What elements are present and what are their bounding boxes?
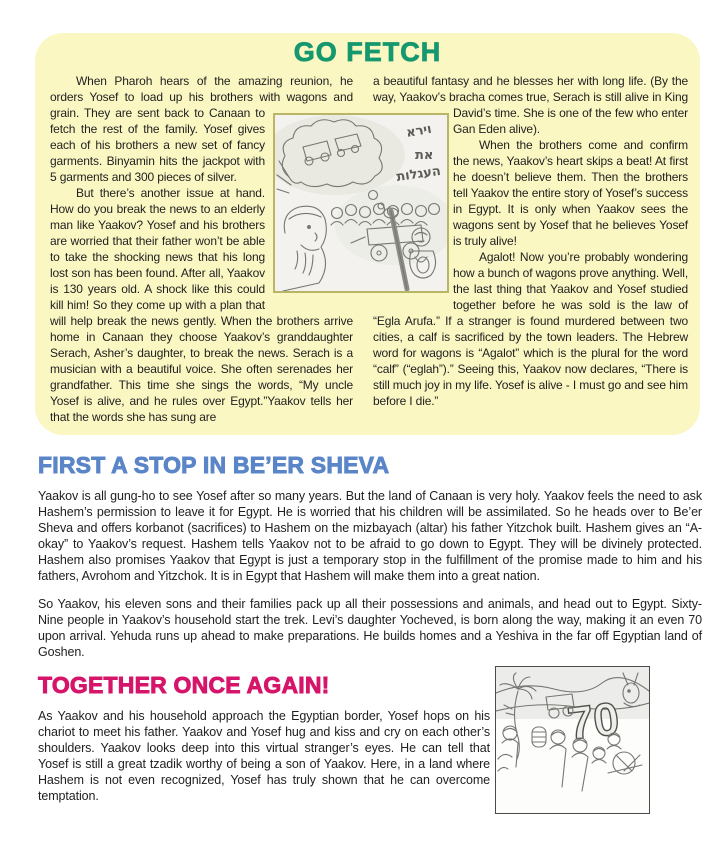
go-fetch-panel bbox=[35, 33, 700, 435]
go-fetch-title: GO FETCH bbox=[293, 37, 442, 67]
paragraph-text: in King David’s time. She is one of the few who enter Gan Eden alive). bbox=[453, 90, 688, 136]
hebrew-word-3: העגלות bbox=[395, 163, 442, 185]
seventy-sketch bbox=[496, 667, 649, 813]
seventy-arrival-illustration bbox=[495, 666, 650, 814]
paragraph-text: grain. They are sent back to Canaan to fetch the rest of the family. Yosef gives each of his brothers a new set of fancy garments. Binyamin hits the jackpot with 5 garments and 300 pieces of silver. bbox=[50, 106, 265, 184]
hebrew-word-2: את bbox=[415, 148, 434, 163]
beer-sheva-title: FIRST A STOP IN BE’ER SHEVA bbox=[38, 452, 390, 478]
paragraph: So Yaakov, his eleven sons and their families pack up all their possessions and animals, and head out to Egypt. Sixty-Nine people in Yaakov’s household start the trek. Levi’s daughter Yocheved, is born along the way, making it an even 70 upon arrival. Yehuda runs up ahead to make preparations. He builds homes and a Yeshiva in the far off Egyptian land of Goshen. bbox=[38, 597, 702, 659]
go-fetch-right-column bbox=[373, 73, 688, 409]
together-section bbox=[38, 672, 702, 804]
together-title: TOGETHER ONCE AGAIN! bbox=[38, 672, 330, 698]
image-wrap-spacer bbox=[373, 105, 453, 307]
beer-sheva-section bbox=[38, 452, 702, 660]
paragraph: As Yaakov and his household approach the Egyptian border, Yosef hops on his chariot to meet his father. Yaakov and Yosef hug and kiss and cry on each other’s shoulders. Yaakov looks deep into this virtual stranger’s eyes. He can tell that Yosef is still a great tzadik worthy of being a son of Yaakov. Here, in a land where Hashem is not even recognized, Yosef has truly shown that he can overcome temptation. bbox=[38, 709, 490, 803]
paragraph: Agalot! Now you’re probably wondering how a bunch of wagons prove anything. Well, the last thing that Yaakov and Yosef studied together before he was sold is the law of “Egla Arufa.” If a stranger is found murdered between two cities, a calf is sacrificed by the town leaders. The Hebrew word for wagons is “Agalot” which is the plural for the word “calf” (“eglah”).” Seeing this, Yaakov now declares, “There is still much joy in my life. Yosef is alive - I must go and see him before I die.” bbox=[373, 250, 688, 408]
hebrew-word-1: וירא bbox=[405, 121, 433, 141]
paragraph bbox=[373, 73, 688, 137]
paragraph: When the brothers come and confirm the news, Yaakov’s heart skips a beat! At first he doesn’t believe them. Then the brothers tell Yaakov the entire story of Yosef’s success in Egypt. It is only when Yaakov sees the wagons sent by Yosef that he believes Yosef is truly alive! bbox=[453, 138, 688, 248]
paragraph: Yaakov is all gung-ho to see Yosef after so many years. But the land of Canaan is very holy. Yaakov feels the need to ask Hashem’s permission to leave it for Egypt. He is worried that his children will be assimilated. So he heads over to Be’er Sheva and offers korbanot (sacrifices) to Hashem on the mizbayach (altar) his father Yitzchok built. Hashem gives an “A-okay” to Yaakov’s request. Hashem tells Yaakov not to be afraid to go down to Egypt. They will be divinely protected. Hashem also promises Yaakov that Egypt is just a temporary stop in the fulfillment of the promise made to him and his fathers, Avrohom and Yitzchok. It is in Egypt that Hashem will make them into a great nation. bbox=[38, 489, 702, 583]
paragraph-text: When Pharoh hears of the amazing reunion, he orders Yosef to load up his brothers with wagons and bbox=[50, 74, 353, 104]
number-70-text: 70 bbox=[564, 691, 623, 750]
paragraph-text: a beautiful fantasy and he blesses her with long life. (By the way, Yaakov’s bracha comes true, Serach is still alive bbox=[373, 74, 688, 104]
paragraph: But there’s another issue at hand. How do you break the news to an elderly man like Yaakov? Yosef and his brothers are worried that their father won’t be able to take the shocking news that his long lost son has been found. After all, Yaakov is 130 years old. A shock like this could kill him! So they come up with a plan that will help break the news gently. When the brothers arrive home in Canaan they choose Yaakov’s granddaughter Serach, Asher’s daughter, to break the news. Serach is a musician with a beautiful voice. She often serenades her grandfather. This time she sings the words, “My uncle Yosef is alive, and he rules over Egypt.”Yaakov tells her that the words she has sung are bbox=[50, 186, 353, 424]
